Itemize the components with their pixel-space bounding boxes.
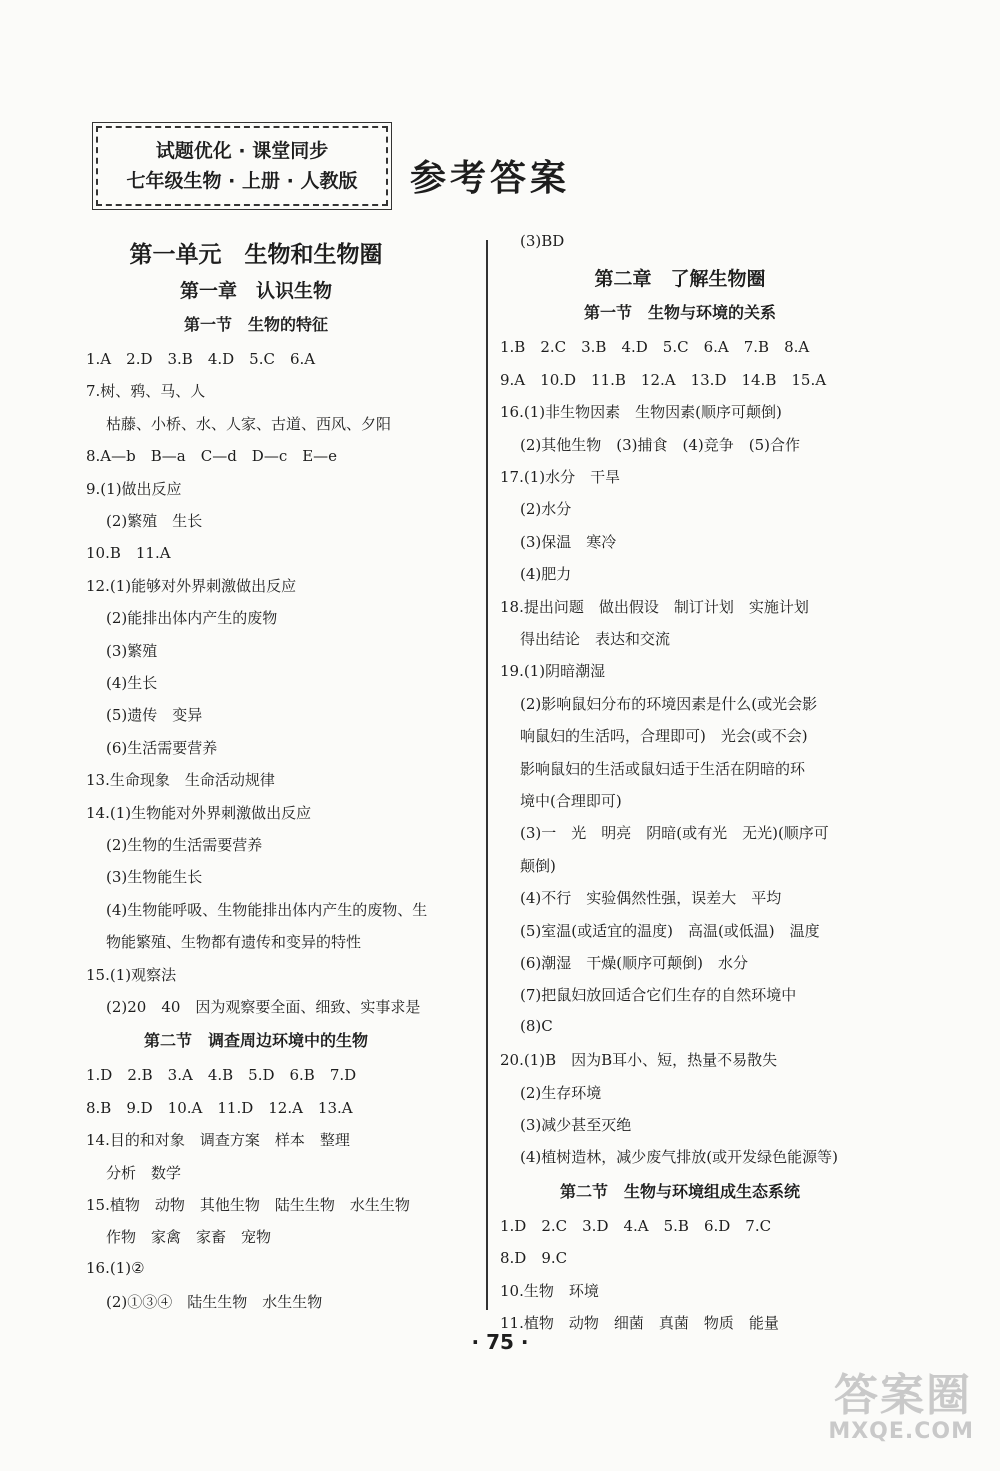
page-number: · 75 · xyxy=(471,1330,529,1354)
watermark-logo xyxy=(818,1351,978,1461)
answer-line: (3)减少甚至灭绝 xyxy=(520,1116,632,1134)
answer-line: 影响鼠妇的生活或鼠妇适于生活在阴暗的环 xyxy=(520,759,806,778)
answer-line: 颠倒) xyxy=(520,856,556,875)
answer-line: (8)C xyxy=(520,1016,553,1035)
section-heading: 第二章 了解生物圈 xyxy=(594,268,766,291)
answer-line: (6)潮湿 干燥(顺序可颠倒) 水分 xyxy=(520,954,748,972)
watermark-url: MXQE.COM xyxy=(828,1419,974,1444)
answer-line: (2)20 40 因为观察要全面、细致、实事求是 xyxy=(106,998,421,1016)
section-heading: 第一节 生物与环境的关系 xyxy=(583,303,776,323)
answer-line: 17.(1)水分 干旱 xyxy=(500,468,621,486)
answer-line: 枯藤、小桥、水、人家、古道、西风、夕阳 xyxy=(106,414,392,433)
answer-line: 16.(1)非生物因素 生物因素(顺序可颠倒) xyxy=(500,403,782,422)
answer-line: 15.植物 动物 其他生物 陆生生物 水生生物 xyxy=(86,1196,410,1214)
answer-line: 14.(1)生物能对外界刺激做出反应 xyxy=(86,803,312,822)
answer-line: 10.B 11.A xyxy=(86,544,171,563)
answer-line: 9.(1)做出反应 xyxy=(86,479,182,498)
series-title-line2: 七年级生物 · 上册 · 人教版 xyxy=(126,170,358,192)
answer-line: (2)能排出体内产生的废物 xyxy=(106,609,278,628)
answer-line: (2)影响鼠妇分布的环境因素是什么(或光会影 xyxy=(520,694,818,713)
section-heading: 第二节 调查周边环境中的生物 xyxy=(143,1031,368,1051)
answer-line: (3)BD xyxy=(520,232,565,250)
answer-line: (4)植树造林，减少废气排放(或开发绿色能源等) xyxy=(520,1148,838,1167)
answer-line: (6)生活需要营养 xyxy=(106,738,218,757)
answer-line: (4)肥力 xyxy=(520,565,572,584)
answer-line: 13.生命现象 生命活动规律 xyxy=(86,771,275,790)
answer-line: 8.D 9.C xyxy=(500,1249,568,1268)
answer-line: 9.A 10.D 11.B 12.A 13.D 14.B 15.A xyxy=(500,370,827,389)
watermark-text: 答案圈 xyxy=(834,1370,972,1421)
series-title-line1: 试题优化 · 课堂同步 xyxy=(155,140,329,162)
answer-line: (3)生物能生长 xyxy=(106,868,203,887)
answer-line: 14.目的和对象 调查方案 样本 整理 xyxy=(86,1131,350,1150)
answer-line: (2)其他生物 (3)捕食 (4)竞争 (5)合作 xyxy=(520,435,800,454)
answer-line: 物能繁殖、生物都有遗传和变异的特性 xyxy=(106,933,362,952)
section-heading: 第一单元 生物和生物圈 xyxy=(129,242,383,268)
answer-line: 作物 家禽 家畜 宠物 xyxy=(106,1228,272,1247)
answer-line: 20.(1)B 因为B耳小、短，热量不易散失 xyxy=(500,1051,778,1070)
answer-line: 1.D 2.B 3.A 4.B 5.D 6.B 7.D xyxy=(86,1066,357,1085)
answer-line: (2)水分 xyxy=(520,500,572,519)
answer-line: (4)生长 xyxy=(106,674,158,692)
answer-line: 19.(1)阴暗潮湿 xyxy=(500,662,606,681)
answer-line: 分析 数学 xyxy=(106,1163,182,1182)
answer-line: (2)①③④ 陆生生物 水生生物 xyxy=(106,1293,323,1312)
answer-line: 16.(1)② xyxy=(86,1258,145,1277)
section-heading: 第一节 生物的特征 xyxy=(183,315,328,334)
answer-line: 12.(1)能够对外界刺激做出反应 xyxy=(86,576,297,595)
answer-line: (4)生物能呼吸、生物能排出体内产生的废物、生 xyxy=(106,900,428,919)
answer-line: 响鼠妇的生活吗，合理即可) 光会(或不会) xyxy=(520,727,808,746)
page-title: 参考答案 xyxy=(410,158,571,199)
answer-line: (7)把鼠妇放回适合它们生存的自然环境中 xyxy=(520,986,797,1005)
answer-line: 得出结论 表达和交流 xyxy=(520,630,671,648)
answer-line: (5)遗传 变异 xyxy=(106,706,203,725)
section-heading: 第二节 生物与环境组成生态系统 xyxy=(559,1181,800,1201)
answer-line: 1.A 2.D 3.B 4.D 5.C 6.A xyxy=(86,350,316,368)
answer-line: (3)一 光 明亮 阴暗(或有光 无光)(顺序可 xyxy=(520,824,829,843)
answer-line: 11.植物 动物 细菌 真菌 物质 能量 xyxy=(500,1314,779,1332)
column-divider xyxy=(486,240,488,1310)
answer-line: (2)生物的生活需要营养 xyxy=(106,836,263,854)
answer-line: (2)生存环境 xyxy=(520,1083,602,1102)
answer-line: (3)保温 寒冷 xyxy=(520,532,617,551)
answer-line: 1.B 2.C 3.B 4.D 5.C 6.A 7.B 8.A xyxy=(500,338,810,357)
answer-line: 10.生物 环境 xyxy=(500,1281,599,1300)
answer-line: 8.B 9.D 10.A 11.D 12.A 13.A xyxy=(86,1098,353,1117)
answer-line: (2)繁殖 生长 xyxy=(106,512,203,530)
section-heading: 第一章 认识生物 xyxy=(179,280,332,302)
answer-line: (4)不行 实验偶然性强，误差大 平均 xyxy=(520,889,782,908)
answer-line: 15.(1)观察法 xyxy=(86,965,177,984)
answer-line: 18.提出问题 做出假设 制订计划 实施计划 xyxy=(500,597,809,616)
answer-line: 7.树、鸦、马、人 xyxy=(86,382,206,401)
series-title-box xyxy=(96,126,388,206)
answer-line: 境中(合理即可) xyxy=(520,792,622,810)
answer-line: 1.D 2.C 3.D 4.A 5.B 6.D 7.C xyxy=(500,1216,772,1235)
answer-line: (5)室温(或适宜的温度) 高温(或低温) 温度 xyxy=(520,921,820,940)
answer-line: 8.A—b B—a C—d D—c E—e xyxy=(86,447,338,466)
answer-line: (3)繁殖 xyxy=(106,641,158,660)
